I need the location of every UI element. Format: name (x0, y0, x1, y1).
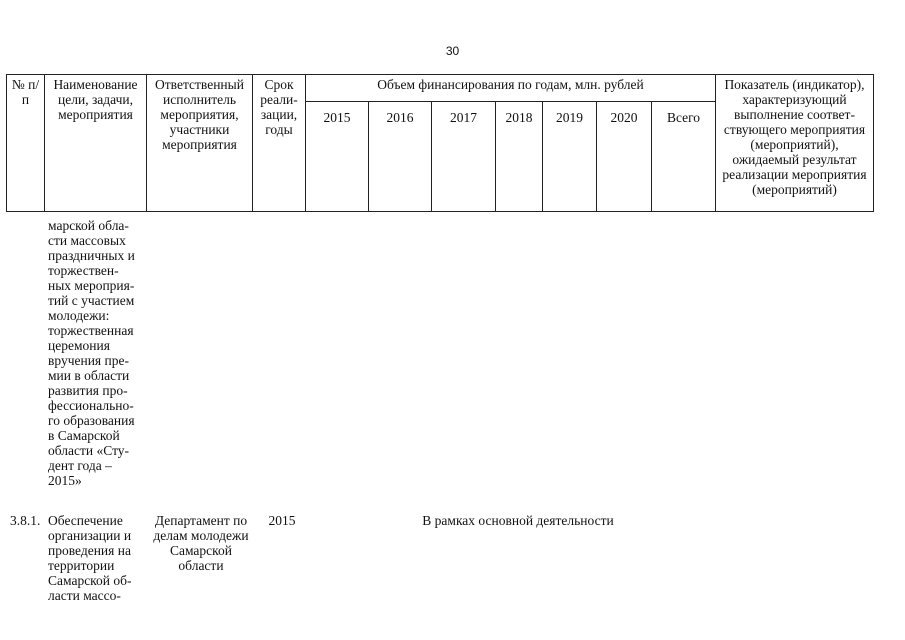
text-line: ных мероприя- (48, 278, 135, 293)
text-line: в Самарской (48, 428, 120, 443)
text-line: Обеспечение (48, 513, 123, 528)
header-year-2017: 2017 (432, 102, 496, 212)
table-header (6, 74, 874, 212)
text-line: организации и (48, 528, 132, 543)
text-line: молодежи: (48, 308, 110, 323)
text-line: дент года – (48, 458, 112, 473)
header-year-2018: 2018 (496, 102, 543, 212)
row-term: 2015 (268, 513, 296, 528)
text-line: фессионально- (48, 398, 134, 413)
header-year-2020: 2020 (597, 102, 652, 212)
text-line: вручения пре- (48, 353, 129, 368)
text-line: проведения на (48, 543, 131, 558)
text-line: Самарской об- (48, 573, 132, 588)
text-line: территории (48, 558, 115, 573)
header-name: Наименование цели, задачи, мероприятия (45, 75, 147, 212)
page-number: 30 (445, 44, 460, 58)
text-line: тий с участием (48, 293, 135, 308)
text-line: торжествен- (48, 263, 119, 278)
text-line: области «Сту- (48, 443, 130, 458)
text-line: го образования (48, 413, 135, 428)
text-line: 2015» (48, 473, 82, 488)
row-name (48, 513, 143, 603)
text-line: ласти массо- (48, 588, 121, 603)
header-financing: Объем финансирования по годам, млн. рублей (306, 75, 716, 102)
continued-item-text (48, 218, 143, 488)
header-responsible: Ответственный исполнитель мероприятия, участники мероприятия (147, 75, 253, 212)
header-year-2019: 2019 (543, 102, 597, 212)
header-indicator: Показатель (индикатор), характеризующий выполнение соответ-ствующего мероприятия (мероприятий), ожидаемый результат реализации мероприятия (мероприятий) (716, 75, 874, 212)
header-term: Срок реали-зации, годы (253, 75, 306, 212)
text-line: церемония (48, 338, 110, 353)
header-year-2015: 2015 (306, 102, 369, 212)
row-funding: В рамках основной деятельности (422, 513, 614, 528)
text-line: сти массовых (48, 233, 126, 248)
text-line: праздничных и (48, 248, 135, 263)
row-responsible: Департамент по делам молодежи Самарской области (153, 513, 249, 573)
header-num: № п/п (7, 75, 45, 212)
text-line: мии в области (48, 368, 130, 383)
text-line: марской обла- (48, 218, 129, 233)
text-line: торжественная (48, 323, 134, 338)
text-line: развития про- (48, 383, 128, 398)
row-number: 3.8.1. (10, 513, 41, 528)
header-total: Всего (652, 102, 716, 212)
header-year-2016: 2016 (369, 102, 432, 212)
